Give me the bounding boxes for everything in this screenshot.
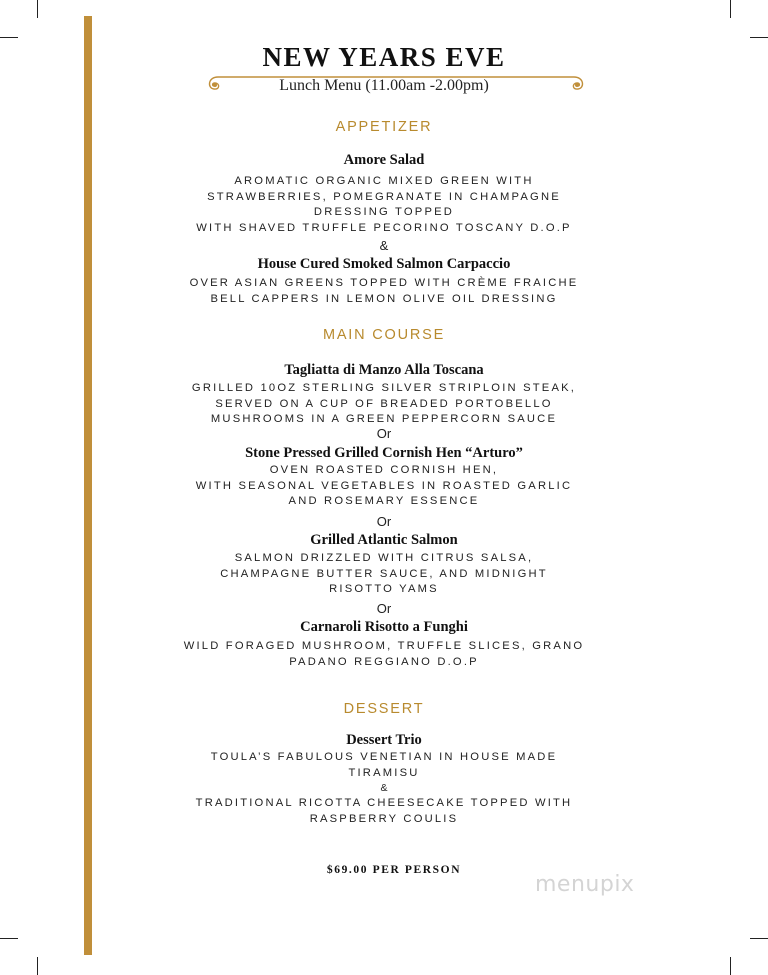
crop-mark bbox=[37, 957, 38, 975]
separator-or: Or bbox=[376, 426, 392, 441]
price-per-person: $69.00 PER PERSON bbox=[326, 864, 462, 876]
dish-name: Amore Salad bbox=[343, 152, 425, 168]
dish-name: Grilled Atlantic Salmon bbox=[310, 532, 458, 548]
crop-mark bbox=[0, 938, 18, 939]
crop-mark bbox=[730, 957, 731, 975]
menu-title: NEW YEARS EVE bbox=[262, 42, 506, 72]
joiner-ampersand: & bbox=[379, 238, 389, 253]
crop-mark bbox=[750, 37, 768, 38]
dish-description: GRILLED 10OZ STERLING SILVER STRIPLOIN STEAK, SERVED ON A CUP OF BREADED PORTOBELLO MUSHROOMS IN A GREEN PEPPERCORN SAUCE bbox=[191, 382, 577, 426]
dish-description: AROMATIC ORGANIC MIXED GREEN WITH STRAWBERRIES, POMEGRANATE IN CHAMPAGNE DRESSING TOPPED WITH SHAVED TRUFFLE PECORINO TOSCANY D.O.P bbox=[196, 175, 572, 235]
section-heading-appetizer: APPETIZER bbox=[335, 119, 433, 135]
watermark-logo: menupix bbox=[535, 872, 635, 897]
section-heading-dessert: DESSERT bbox=[343, 701, 425, 717]
dish-description: WILD FORAGED MUSHROOM, TRUFFLE SLICES, GRANO PADANO REGGIANO D.O.P bbox=[183, 640, 585, 668]
crop-mark bbox=[37, 0, 38, 18]
crop-mark bbox=[0, 37, 18, 38]
joiner-ampersand: & bbox=[380, 782, 388, 794]
dish-description: TOULA’S FABULOUS VENETIAN IN HOUSE MADE TIRAMISU bbox=[210, 751, 558, 779]
separator-or: Or bbox=[376, 601, 392, 616]
dish-description: SALMON DRIZZLED WITH CITRUS SALSA, CHAMPAGNE BUTTER SAUCE, AND MIDNIGHT RISOTTO YAMS bbox=[220, 552, 548, 596]
dish-name: Stone Pressed Grilled Cornish Hen “Arturo” bbox=[245, 445, 523, 461]
dish-name: House Cured Smoked Salmon Carpaccio bbox=[257, 256, 511, 272]
dish-description: OVER ASIAN GREENS TOPPED WITH CRÈME FRAICHE BELL CAPPERS IN LEMON OLIVE OIL DRESSING bbox=[189, 277, 579, 305]
dish-name: Carnaroli Risotto a Funghi bbox=[300, 619, 468, 635]
dish-description: OVEN ROASTED CORNISH HEN, WITH SEASONAL VEGETABLES IN ROASTED GARLIC AND ROSEMARY ESSENCE bbox=[195, 464, 573, 508]
separator-or: Or bbox=[376, 514, 392, 529]
dish-name: Dessert Trio bbox=[346, 732, 422, 748]
section-heading-main-course: MAIN COURSE bbox=[322, 327, 446, 343]
menu-subtitle: Lunch Menu (11.00am -2.00pm) bbox=[279, 77, 489, 94]
crop-mark bbox=[750, 938, 768, 939]
dish-description: TRADITIONAL RICOTTA CHEESECAKE TOPPED WITH RASPBERRY COULIS bbox=[195, 797, 573, 825]
dish-name: Tagliatta di Manzo Alla Toscana bbox=[284, 362, 484, 378]
crop-mark bbox=[730, 0, 731, 18]
